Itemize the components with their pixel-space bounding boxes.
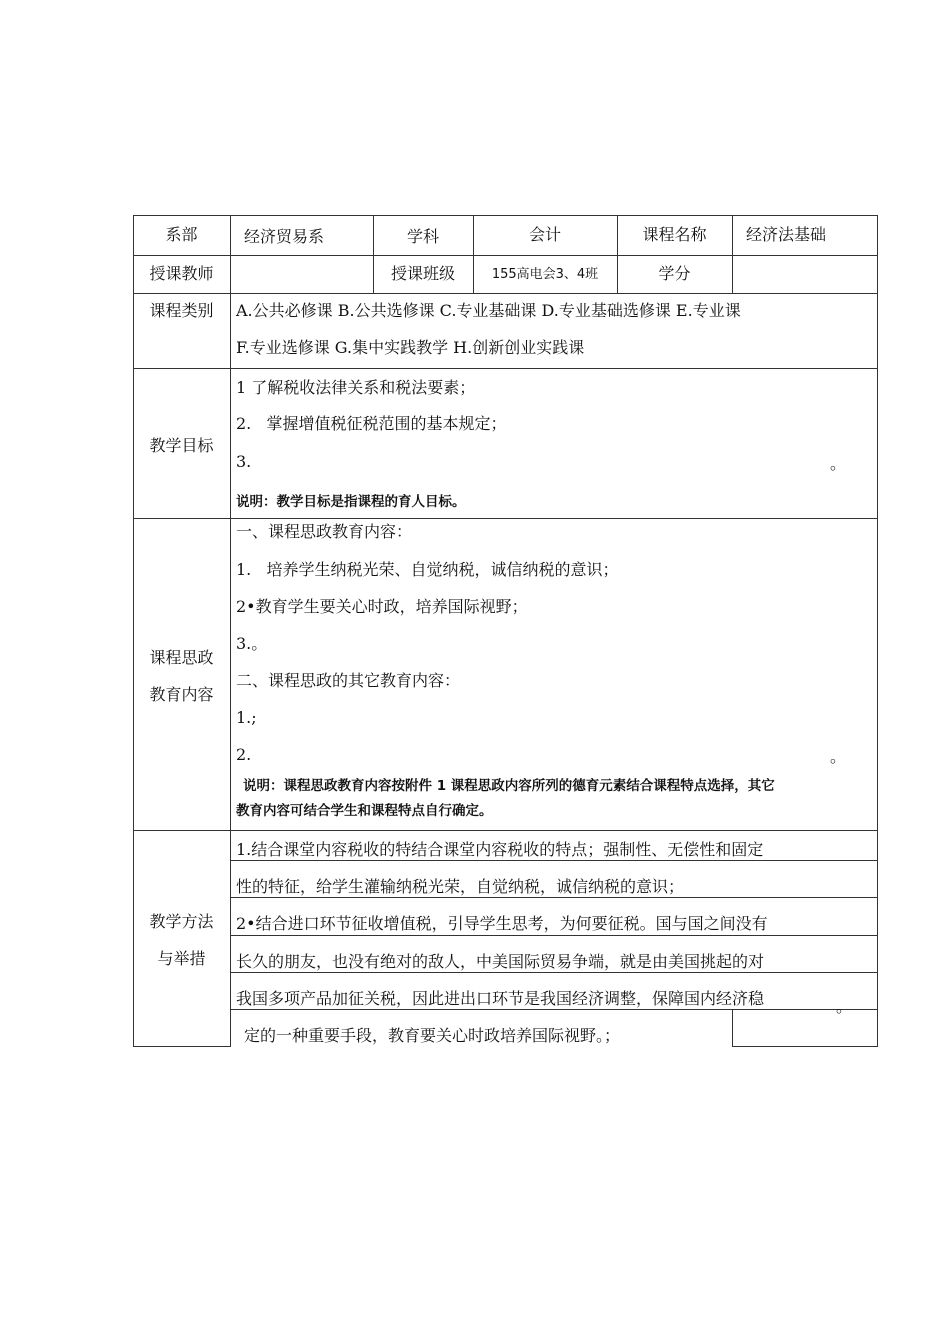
- ideology-item-2: 2•教育学生要关心时政，培养国际视野；: [236, 597, 528, 616]
- dept-label: 系部: [165, 225, 198, 244]
- ideology-heading-1: 一、课程思政教育内容：: [236, 522, 413, 541]
- ideology-other-1: 1.;: [236, 708, 257, 727]
- ideology-note-line-1: 说明：课程思政教育内容按附件 1 课程思政内容所列的德育元素结合课程特点选择，其它: [243, 778, 775, 794]
- methods-line-6: 定的一种重要手段，教育要关心时政培养国际视野。；: [244, 1026, 621, 1045]
- methods-line-4: 长久的朋友，也没有绝对的敌人，中美国际贸易争端，就是由美国挑起的对: [236, 952, 765, 971]
- ideology-item-3: 3.。: [236, 634, 268, 653]
- methods-line-2: 性的特征，给学生灌输纳税光荣，自觉纳税，诚信纳税的意识；: [236, 877, 685, 896]
- objective-item-3: 3.: [236, 452, 252, 471]
- dept-value: 经济贸易系: [244, 227, 325, 246]
- category-line-1: A.公共必修课 B.公共选修课 C.专业基础课 D.专业基础选修课 E.专业课: [236, 301, 741, 320]
- objective-item-3-end: 。: [830, 454, 847, 473]
- course-name-label: 课程名称: [642, 225, 707, 244]
- ideology-item-1: 1. 培养学生纳税光荣、自觉纳税，诚信纳税的意识；: [236, 560, 619, 579]
- objectives-label: 教学目标: [149, 436, 214, 455]
- subject-value: 会计: [528, 225, 561, 244]
- category-label: 课程类别: [149, 301, 214, 320]
- class-label: 授课班级: [390, 264, 455, 283]
- subject-label: 学科: [406, 227, 439, 246]
- objective-item-2: 2. 掌握增值税征税范围的基本规定；: [236, 414, 507, 433]
- credit-label: 学分: [658, 264, 691, 283]
- methods-line-5: 我国多项产品加征关税，因此进出口环节是我国经济调整，保障国内经济稳: [236, 989, 765, 1008]
- ideology-other-2: 2.: [236, 745, 252, 764]
- methods-line-5-end: 。: [836, 997, 853, 1016]
- methods-label-line-1: 教学方法: [149, 912, 214, 931]
- ideology-label-line-1: 课程思政: [149, 648, 214, 667]
- category-line-2: F.专业选修课 G.集中实践教学 H.创新创业实践课: [236, 338, 585, 357]
- teacher-label: 授课教师: [149, 264, 214, 283]
- objective-item-1: 1 了解税收法律关系和税法要素；: [236, 378, 476, 397]
- ideology-label-line-2: 教育内容: [149, 685, 214, 704]
- ideology-other-2-end: 。: [830, 747, 847, 766]
- methods-line-3: 2•结合进口环节征收增值税，引导学生思考，为何要征税。国与国之间没有: [236, 914, 768, 933]
- class-value: 155高电会3、4班: [491, 267, 599, 282]
- ideology-heading-2: 二、课程思政的其它教育内容：: [236, 671, 461, 690]
- methods-line-1: 1.结合课堂内容税收的特结合课堂内容税收的特点；强制性、无偿性和固定: [236, 840, 764, 859]
- objectives-note: 说明：教学目标是指课程的育人目标。: [236, 494, 466, 510]
- methods-label-line-2: 与举措: [157, 949, 206, 968]
- ideology-note-line-2: 教育内容可结合学生和课程特点自行确定。: [236, 803, 493, 819]
- course-name-value: 经济法基础: [746, 225, 827, 244]
